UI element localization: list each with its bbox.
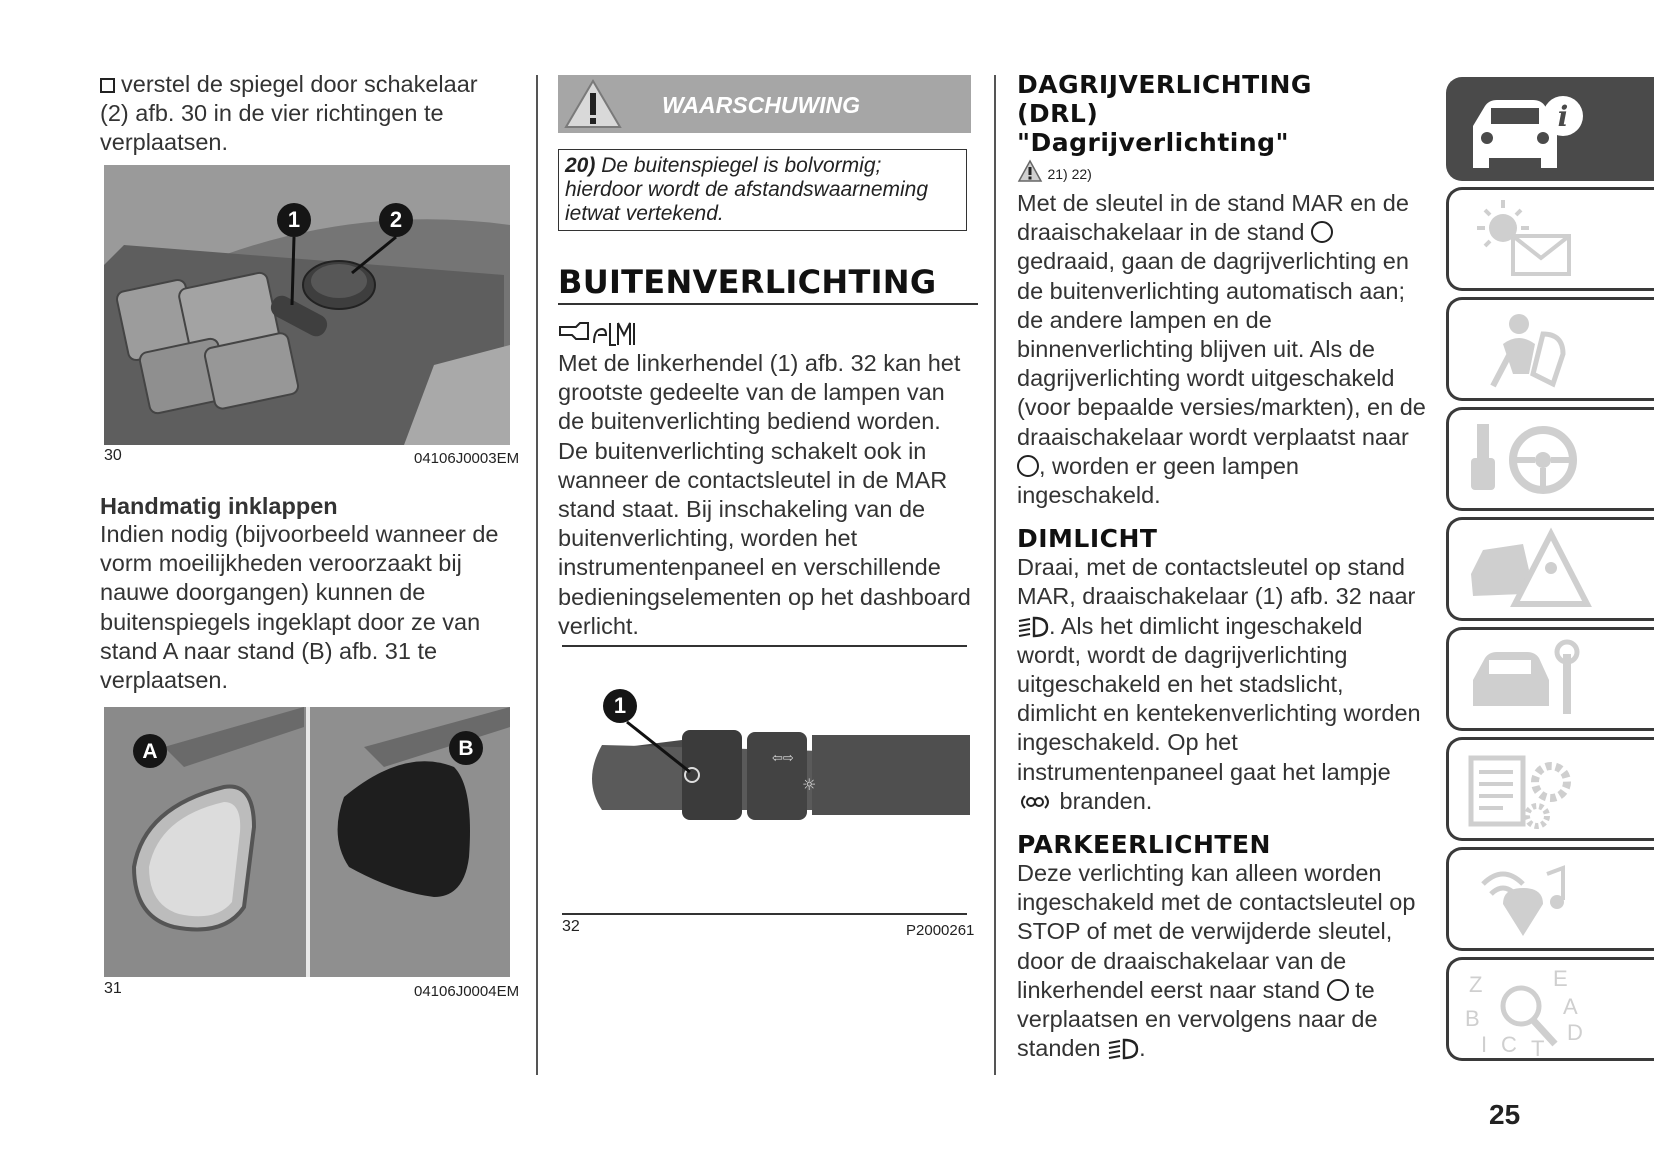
index-letter-c: C <box>1501 1032 1517 1057</box>
section-handmatig <box>100 493 510 695</box>
column-1 <box>100 70 520 158</box>
warning-text: De buitenspiegel is bolvormig; hierdoor wordt de afstandswaarneming ietwat vertekend. <box>565 154 929 225</box>
drl-refs: 21) 22) <box>1047 166 1092 182</box>
figure-30-number: 30 <box>104 447 122 464</box>
low-beam-icon-2 <box>1107 1038 1139 1060</box>
svg-text:⇦⇨: ⇦⇨ <box>772 751 794 766</box>
index-letter-t: T <box>1531 1036 1545 1060</box>
buitenverlichting-heading <box>558 263 978 305</box>
buitenverlichting-body: Met de linkerhendel (1) afb. 32 kan het grootste gedeelte van de lampen van de buitenverlichting bediend worden. De buitenverlichting schakelt ook in wanneer de contactsleutel in de MAR stand staat. Bij inschakeling van de buitenverlichting, worden het instrumentenpaneel en verschillende bedieningselementen op het dashboard verlicht. <box>558 350 971 639</box>
tab-multimedia[interactable] <box>1446 847 1654 951</box>
column-divider-2 <box>994 75 996 1075</box>
figure-30-mirror-switch <box>104 165 510 445</box>
drl-paragraph: Met de sleutel in de stand MAR en de draaischakelaar in de stand gedraaid, gaan de dagrijverlichting en de buitenverlichting automatisch aan; de andere lampen en de binnenverlichting blijven uit. Als de dagrijverlichting wordt uitgeschakeld (voor bepaalde versies/markten), en de draaischakelaar wordt verplaatst naar , worden er geen lampen ingeschakeld. <box>1017 190 1426 509</box>
parkeerlichten-paragraph: Deze verlichting kan alleen worden ingeschakeld met de contactsleutel op STOP of met de verwijderde sleutel, door de draaischakelaar van de linkerhendel eerst naar stand te verplaatsen en vervolgens naar de standen . <box>1017 860 1416 1062</box>
tab-safety[interactable] <box>1446 297 1654 401</box>
warning-box <box>558 149 967 231</box>
warning-number: 20) <box>565 154 596 177</box>
warning-lights-icon <box>1463 194 1593 284</box>
low-beam-icon <box>1017 616 1049 638</box>
figure-31-mirror-fold <box>104 707 510 977</box>
checkbox-bullet-icon <box>100 78 115 93</box>
heading-underline <box>558 303 978 305</box>
drl-heading-line-2: (DRL) <box>1017 99 1099 128</box>
starting-driving-icon <box>1463 414 1593 504</box>
maintenance-icon <box>1463 634 1593 724</box>
warning-title: WAARSCHUWING <box>662 92 861 118</box>
warning-header <box>558 75 971 133</box>
dimlicht-paragraph: Draai, met de contactsleutel op stand MAR, draaischakelaar (1) afb. 32 naar . Als het dimlicht ingeschakeld wordt, wordt de dagrijverlichting uitgeschakeld en het stadslicht, dimlicht en kentekenverlichting worden ingeschakeld. Op het instrumentenpaneel gaat het lampje branden. <box>1017 554 1421 814</box>
callout-1-stalk: 1 <box>613 693 627 718</box>
callout-2: 2 <box>389 207 403 232</box>
figure-32-number: 32 <box>562 918 580 935</box>
lighting-stalk-symbol-icon <box>558 315 638 349</box>
figure-32-code: P2000261 <box>906 922 975 939</box>
technical-data-icon <box>1463 744 1593 834</box>
car-info-icon <box>1463 86 1593 176</box>
svg-text:i: i <box>1557 100 1569 133</box>
tab-index[interactable] <box>1446 957 1654 1061</box>
section-title-handmatig: Handmatig inklappen <box>100 493 338 519</box>
figure-31-number: 31 <box>104 980 122 997</box>
index-letter-e: E <box>1553 966 1568 991</box>
page-number: 25 <box>1489 1099 1521 1130</box>
safety-icon <box>1463 304 1593 394</box>
bullet-paragraph: verstel de spiegel door schakelaar (2) afb. 30 in de vier richtingen te verplaatsen. <box>100 71 478 156</box>
small-warning-icon <box>1017 159 1043 183</box>
figure-32-top-rule <box>562 645 967 647</box>
figure-30-code: 04106J0003EM <box>414 450 520 467</box>
figure-32-bottom-rule <box>562 913 967 915</box>
callout-1: 1 <box>287 207 301 232</box>
svg-text:☼: ☼ <box>802 775 817 794</box>
index-letter-z: Z <box>1469 972 1483 997</box>
index-letter-a: A <box>1563 994 1578 1019</box>
warning-triangle-icon <box>558 75 628 133</box>
index-letter-b: B <box>1465 1006 1480 1031</box>
column-3 <box>1017 70 1427 1063</box>
index-icon <box>1459 964 1589 1060</box>
index-letter-i: I <box>1481 1032 1488 1057</box>
parkeerlichten-heading: PARKEERLICHTEN <box>1017 830 1271 860</box>
section-text-handmatig: Indien nodig (bijvoorbeeld wanneer de vorm moeilijkheden veroorzaakt bij nauwe doorgangen) kunnen de buitenspiegels ingeklapt door ze van stand A naar stand (B) afb. 31 te verplaatsen. <box>100 521 499 694</box>
tab-technical-data[interactable] <box>1446 737 1654 841</box>
tab-warning-lights[interactable] <box>1446 187 1654 291</box>
emergency-icon <box>1463 524 1593 614</box>
tab-maintenance[interactable] <box>1446 627 1654 731</box>
drl-heading-line-3: "Dagrijverlichting" <box>1017 128 1290 157</box>
column-divider-1 <box>536 75 538 1075</box>
callout-b: B <box>458 737 474 760</box>
tab-starting-driving[interactable] <box>1446 407 1654 511</box>
multimedia-icon <box>1463 854 1593 944</box>
callout-a: A <box>142 740 158 763</box>
tab-emergency[interactable] <box>1446 517 1654 621</box>
heading-buitenverlichting: BUITENVERLICHTING <box>558 263 937 301</box>
figure-32-light-stalk <box>562 680 970 880</box>
position-off-icon-2 <box>1017 455 1039 477</box>
position-off-icon-3 <box>1327 979 1349 1001</box>
position-off-icon <box>1311 221 1333 243</box>
dimlicht-heading: DIMLICHT <box>1017 524 1158 554</box>
index-letter-d: D <box>1567 1020 1583 1045</box>
figure-31-code: 04106J0004EM <box>414 983 520 1000</box>
drl-heading-line-1: DAGRIJVERLICHTING <box>1017 70 1312 99</box>
position-lights-indicator-icon <box>1017 792 1053 812</box>
drl-warning-refs <box>1017 159 1427 189</box>
tab-car-info[interactable] <box>1446 77 1654 181</box>
